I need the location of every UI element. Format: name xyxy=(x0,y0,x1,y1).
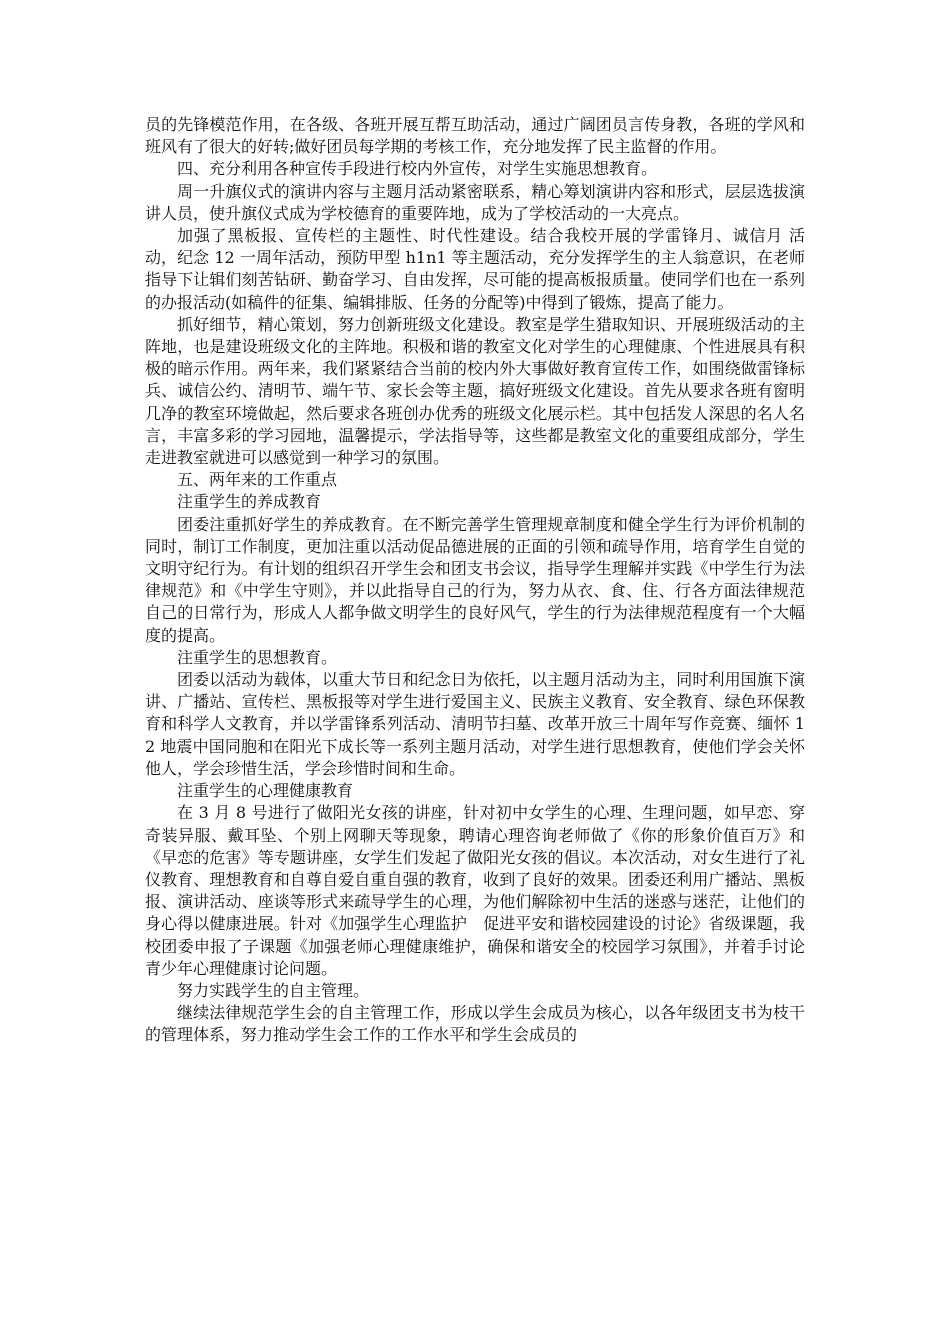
paragraph-11-subheading: 注重学生的心理健康教育 xyxy=(177,781,354,801)
paragraph-14: 继续法律规范学生会的自主管理工作，形成以学生会成员为核心，以各年级团支书为枝干的管理体系，努力推动学生会工作的工作水平和学生会成员的 xyxy=(145,1003,805,1045)
paragraph-5: 抓好细节，精心策划，努力创新班级文化建设。教室是学生猎取知识、开展班级活动的主阵地，也是建设班级文化的主阵地。积极和谐的教室文化对学生的心理健康、个性进展具有积极的暗示作用。两年来，我们紧紧结合当前的校内外大事做好教育宣传工作，如围绕做雷锋标兵、诚信公约、清明节、端午节、家长会等主题，搞好班级文化建设。首先从要求各班有窗明几净的教室环境做起，然后要求各班创办优秀的班级文化展示栏。其中包括发人深思的名人名言，丰富多彩的学习园地，温馨提示，学法指导等，这些都是教室文化的重要组成部分，学生走进教室就进可以感觉到一种学习的氛围。 xyxy=(145,314,805,468)
document-body xyxy=(145,114,805,1047)
paragraph-7-subheading: 注重学生的养成教育 xyxy=(177,492,322,512)
paragraph-8: 团委注重抓好学生的养成教育。在不断完善学生管理规章制度和健全学生行为评价机制的同时，制订工作制度，更加注重以活动促品德进展的正面的引领和疏导作用，培育学生自觉的文明守纪行为。有计划的组织召开学生会和团支书会议，指导学生理解并实践《中学生行为法律规范》和《中学生守则》，并以此指导自己的行为，努力从衣、食、住、行各方面法律规范自己的日常行为，形成人人都争做文明学生的良好风气，学生的行为法律规范程度有一个大幅度的提高。 xyxy=(145,514,805,645)
paragraph-13-subheading: 努力实践学生的自主管理。 xyxy=(177,980,370,1000)
paragraph-9-subheading: 注重学生的思想教育。 xyxy=(177,647,338,667)
paragraph-2-heading: 四、充分利用各种宣传手段进行校内外宣传，对学生实施思想教育。 xyxy=(177,159,658,179)
paragraph-1: 员的先锋模范作用，在各级、各班开展互帮互助活动，通过广阔团员言传身教，各班的学风和班风有了很大的好转;做好团员每学期的考核工作，充分地发挥了民主监督的作用。 xyxy=(145,115,805,157)
paragraph-12: 在 3 月 8 号进行了做阳光女孩的讲座，针对初中女学生的心理、生理问题，如早恋、穿奇装异服、戴耳坠、个别上网聊天等现象，聘请心理咨询老师做了《你的形象价值百万》和《早恋的危害》等专题讲座，女学生们发起了做阳光女孩的倡议。本次活动，对女生进行了礼仪教育、理想教育和自尊自爱自重自强的教育，收到了良好的效果。团委还利用广播站、黑板报、演讲活动、座谈等形式来疏导学生的心理，为他们解除初中生活的迷惑与迷茫，让他们的身心得以健康进展。针对《加强学生心理监护 促进平安和谐校园建设的讨论》省级课题，我校团委申报了子课题《加强老师心理健康维护，确保和谐安全的校园学习氛围》，并着手讨论青少年心理健康讨论问题。 xyxy=(145,803,805,978)
paragraph-10: 团委以活动为载体，以重大节日和纪念日为依托，以主题月活动为主，同时利用国旗下演讲、广播站、宣传栏、黑板报等对学生进行爱国主义、民族主义教育、安全教育、绿色环保教育和科学人文教育，并以学雷锋系列活动、清明节扫墓、改革开放三十周年写作竞赛、缅怀 12 地震中国同胞和在阳光下成长等一系列主题月活动，对学生进行思想教育，使他们学会关怀他人，学会珍惜生活，学会珍惜时间和生命。 xyxy=(145,670,805,778)
paragraph-6-heading: 五、两年来的工作重点 xyxy=(177,470,338,490)
paragraph-3: 周一升旗仪式的演讲内容与主题月活动紧密联系，精心筹划演讲内容和形式，层层选拔演讲人员，使升旗仪式成为学校德育的重要阵地，成为了学校活动的一大亮点。 xyxy=(145,181,805,223)
paragraph-4: 加强了黑板报、宣传栏的主题性、时代性建设。结合我校开展的学雷锋月、诚信月 活动，纪念 12 一周年活动，预防甲型 h1n1 等主题活动，充分发挥学生的主人翁意识，在老师指导下让辑们刻苦钻研、勤奋学习、自由发挥，尽可能的提高板报质量。使同学们也在一系列的办报活动(如稿件的征集、编辑排版、任务的分配等)中得到了锻炼，提高了能力。 xyxy=(145,226,805,312)
